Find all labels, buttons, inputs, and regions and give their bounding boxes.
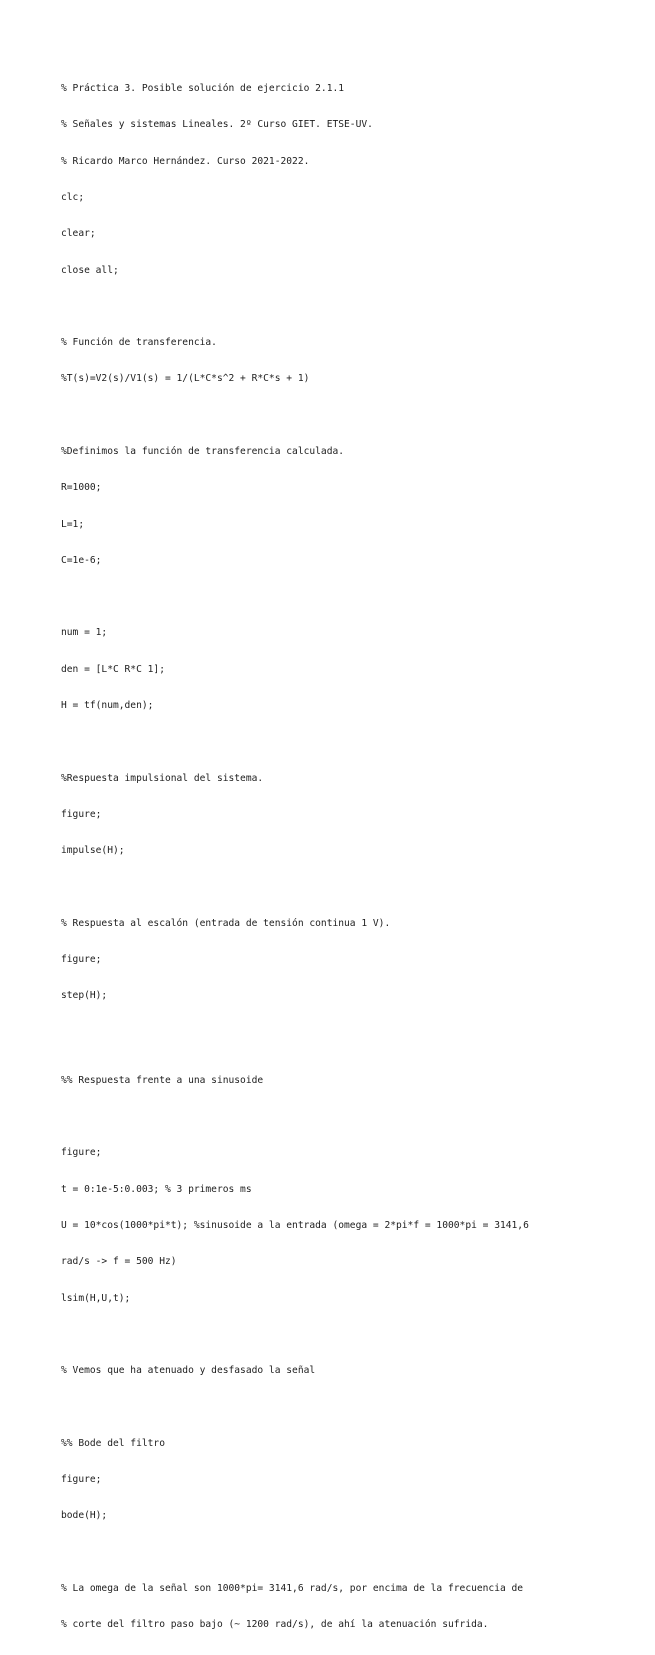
- code-line-tf: H = tf(num,den);: [61, 699, 154, 711]
- comment-line-sinusoid-section: %% Respuesta frente a una sinusoide: [61, 1074, 264, 1086]
- code-line-c: C=1e-6;: [61, 554, 102, 566]
- code-line-time-vector: t = 0:1e-5:0.003; % 3 primeros ms: [61, 1183, 252, 1195]
- code-line-figure: figure;: [61, 953, 102, 965]
- comment-line-transfer-formula: %T(s)=V2(s)/V1(s) = 1/(L*C*s^2 + R*C*s + 1): [61, 373, 310, 385]
- blank-line: [61, 410, 621, 422]
- code-line-lsim: lsim(H,U,t);: [61, 1292, 131, 1304]
- matlab-code-listing: [61, 59, 621, 1655]
- comment-line-define-function: %Definimos la función de transferencia calculada.: [61, 446, 345, 457]
- code-line-close-all: close all;: [61, 264, 119, 276]
- code-line-bode: bode(H);: [61, 1510, 108, 1522]
- blank-line: [61, 301, 621, 313]
- code-line-num: num = 1;: [61, 627, 108, 639]
- code-line-impulse: impulse(H);: [61, 845, 125, 857]
- comment-line-bode-section: %% Bode del filtro: [61, 1437, 165, 1449]
- blank-line: [61, 736, 621, 748]
- comment-line-conclusion-2: % corte del filtro paso bajo (~ 1200 rad/s), de ahí la atenuación sufrida.: [61, 1619, 489, 1631]
- code-line-den: den = [L*C R*C 1];: [61, 663, 165, 675]
- code-line-step: step(H);: [61, 990, 108, 1002]
- code-line-figure: figure;: [61, 808, 102, 820]
- code-line-input-signal-wrap: rad/s -> f = 500 Hz): [61, 1256, 177, 1268]
- code-line-figure: figure;: [61, 1473, 102, 1485]
- code-line-clear: clear;: [61, 228, 96, 240]
- comment-line-step-response: % Respuesta al escalón (entrada de tensión continua 1 V).: [61, 917, 391, 929]
- code-line-figure: figure;: [61, 1147, 102, 1159]
- code-line-l: L=1;: [61, 518, 85, 530]
- comment-line-title: % Práctica 3. Posible solución de ejercicio 2.1.1: [61, 83, 345, 95]
- blank-line: [61, 1547, 621, 1559]
- code-line-input-signal: U = 10*cos(1000*pi*t); %sinusoide a la entrada (omega = 2*pi*f = 1000*pi = 3141,6: [61, 1220, 529, 1231]
- blank-line: [61, 1027, 621, 1051]
- blank-line: [61, 881, 621, 893]
- code-line-clc: clc;: [61, 192, 85, 204]
- code-line-r: R=1000;: [61, 482, 102, 494]
- comment-line-impulse-response: %Respuesta impulsional del sistema.: [61, 772, 264, 784]
- blank-line: [61, 591, 621, 603]
- blank-line: [61, 1401, 621, 1413]
- comment-line-course: % Señales y sistemas Lineales. 2º Curso GIET. ETSE-UV.: [61, 119, 373, 131]
- blank-line: [61, 1111, 621, 1123]
- comment-line-attenuation: % Vemos que ha atenuado y desfasado la señal: [61, 1365, 316, 1377]
- blank-line: [61, 1329, 621, 1341]
- comment-line-author: % Ricardo Marco Hernández. Curso 2021-2022.: [61, 155, 310, 167]
- comment-line-conclusion-1: % La omega de la señal son 1000*pi= 3141,6 rad/s, por encima de la frecuencia de: [61, 1582, 524, 1594]
- comment-line-transfer-function: % Función de transferencia.: [61, 337, 217, 349]
